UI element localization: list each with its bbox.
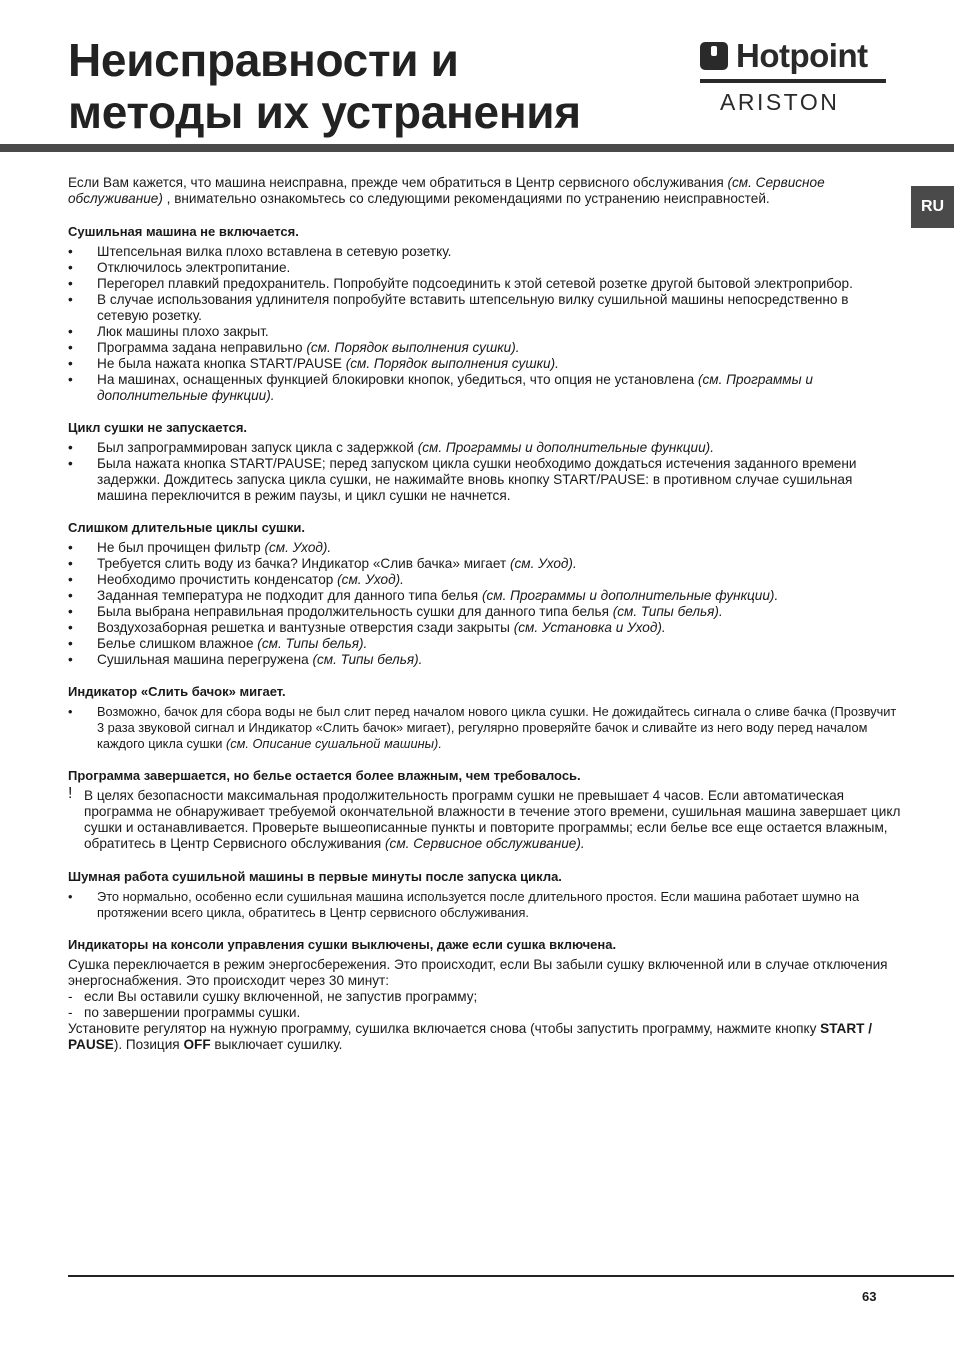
list-item: • Не была нажата кнопка START/PAUSE (см. Порядок выполнения сушки).: [68, 356, 902, 372]
list-item: • Заданная температура не подходит для данного типа белья (см. Программы и дополнительные функции).: [68, 588, 902, 604]
intro-paragraph: Если Вам кажется, что машина неисправна, прежде чем обратиться в Центр сервисного обслуживания (см. Сервисное обслуживание) , внимательно ознакомьтесь со следующими рекомендациями по устранению неисправностей.: [68, 175, 825, 206]
list-item: • Возможно, бачок для сбора воды не был слит перед началом нового цикла сушки. Не дожидайтесь сигнала о сливе бачка (Прозвучит 3 раза звуковой сигнал и Индикатор «Слить бачок» мигает), регулярно проверяйте бачок и сливайте из него воду перед началом каждого цикла сушки (см. Описание сушальной машины).: [68, 704, 902, 752]
list-item: • В случае использования удлинителя попробуйте вставить штепсельную вилку сушильной машины непосредственно в сетевую розетку.: [68, 292, 902, 324]
bullet-list: [68, 704, 902, 752]
list-item: • Штепсельная вилка плохо вставлена в сетевую розетку.: [68, 244, 902, 260]
list-item: • Необходимо прочистить конденсатор (см. Уход).: [68, 572, 902, 588]
list-item: • Был запрограммирован запуск цикла с задержкой (см. Программы и дополнительные функции).: [68, 440, 902, 456]
hotpoint-mark-icon: [700, 42, 728, 70]
warning-note: ! В целях безопасности максимальная продолжительность программ сушки не превышает 4 часов. Если автоматическая программа не обнаруживает требуемой окончательной влажности в течение этого времени, сушильная машина завершает цикл сушки и останавливается. Проверьте вышеописанные пункты и повторите программы; если белье все еще остается влажным, обратитесь в Центр Сервисного обслуживания (см. Сервисное обслуживание).: [68, 785, 901, 851]
section-title: Сушильная машина не включается.: [68, 224, 299, 239]
list-item: • Была выбрана неправильная продолжительность сушки для данного типа белья (см. Типы белья).: [68, 604, 902, 620]
section-title: Шумная работа сушильной машины в первые минуты после запуска цикла.: [68, 869, 562, 884]
list-item: • Это нормально, особенно если сушильная машина используется после длительного простоя. Если машина работает шумно на протяжении всего цикла, обратитесь в Центр сервисного обслуживания.: [68, 889, 902, 921]
section-title: Индикатор «Слить бачок» мигает.: [68, 684, 286, 699]
bullet-list: [68, 440, 902, 504]
bullet-list: [68, 244, 902, 404]
list-item: • Отключилось электропитание.: [68, 260, 902, 276]
list-item: • Была нажата кнопка START/PAUSE; перед запуском цикла сушки необходимо дождаться истечения заданного времени задержки. Дождитесь запуска цикла сушки, не нажимайте вновь кнопку START/PAUSE: в противном случае сушильная машина переключится в режим паузы, и цикл сушки не начнется.: [68, 456, 902, 504]
brand-logo: [700, 37, 886, 115]
bullet-list: [68, 540, 902, 668]
document-body: [68, 175, 902, 1053]
language-tab: RU: [911, 186, 954, 228]
list-item: • Воздухозаборная решетка и вантузные отверстия сзади закрыты (см. Установка и Уход).: [68, 620, 902, 636]
list-item: • Требуется слить воду из бачка? Индикатор «Слив бачка» мигает (см. Уход).: [68, 556, 902, 572]
list-item: • Перегорел плавкий предохранитель. Попробуйте подсоединить к этой сетевой розетке другой бытовой электроприбор.: [68, 276, 902, 292]
footer-divider: [68, 1275, 954, 1277]
page-number: 63: [862, 1289, 877, 1304]
exclamation-icon: !: [68, 785, 73, 802]
list-item: - по завершении программы сушки.: [68, 1005, 902, 1021]
paragraph: Установите регулятор на нужную программу, сушилка включается снова (чтобы запустить программу, нажмите кнопку START / PAUSE). Позиция OFF выключает сушилку.: [68, 1021, 873, 1052]
list-item: • Программа задана неправильно (см. Порядок выполнения сушки).: [68, 340, 902, 356]
list-item: • Люк машины плохо закрыт.: [68, 324, 902, 340]
section-title: Слишком длительные циклы сушки.: [68, 520, 305, 535]
list-item: • На машинах, оснащенных функцией блокировки кнопок, убедиться, что опция не установлена (см. Программы и дополнительные функции).: [68, 372, 902, 404]
header-band: [0, 144, 954, 152]
list-item: • Сушильная машина перегружена (см. Типы белья).: [68, 652, 902, 668]
logo-wordmark: Hotpoint: [736, 37, 868, 74]
list-item: • Не был прочищен фильтр (см. Уход).: [68, 540, 902, 556]
section-title: Программа завершается, но белье остается более влажным, чем требовалось.: [68, 768, 581, 783]
list-item: • Белье слишком влажное (см. Типы белья).: [68, 636, 902, 652]
logo-divider: [700, 79, 886, 83]
list-item: - если Вы оставили сушку включенной, не запустив программу;: [68, 989, 902, 1005]
section-title: Цикл сушки не запускается.: [68, 420, 248, 435]
paragraph: Сушка переключается в режим энергосбережения. Это происходит, если Вы забыли сушку включенной или в случае отключения энергоснабжения. Это происходит через 30 минут:: [68, 957, 888, 988]
section-title: Индикаторы на консоли управления сушки выключены, даже если сушка включена.: [68, 937, 617, 952]
dash-list: [68, 989, 902, 1021]
bullet-list: [68, 889, 902, 921]
title-line-1: Неисправности и: [68, 34, 459, 86]
logo-subbrand: ARISTON: [720, 89, 840, 115]
page-title: [68, 34, 668, 138]
title-line-2: методы их устранения: [68, 86, 581, 138]
